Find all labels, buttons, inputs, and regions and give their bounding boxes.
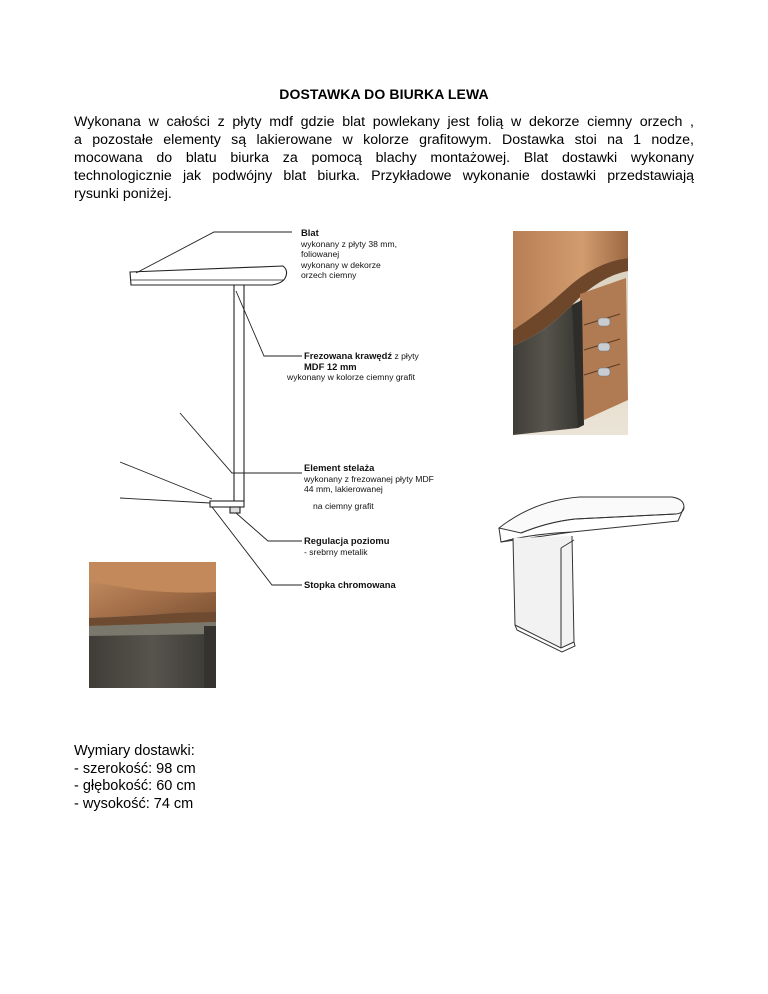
- label-stelaz-color: na ciemny grafit: [313, 501, 374, 511]
- label-blat-line: wykonany w dekorze: [301, 259, 381, 270]
- dimension-item: - wysokość: 74 cm: [74, 795, 194, 812]
- leg-drawing: [120, 285, 302, 585]
- dimension-item: - głębokość: 60 cm: [74, 778, 196, 794]
- label-krawedz-heading: Frezowana krawędź: [304, 350, 393, 361]
- description-line: a pozostałe elementy są lakierowane w kolorze grafitowym. Dostawka stoi na 1 nodze,: [74, 132, 694, 148]
- label-regulacja: [304, 536, 389, 557]
- label-blat: [301, 228, 397, 281]
- label-stelaz-heading: Element stelaża: [304, 462, 375, 473]
- label-blat-heading: Blat: [301, 227, 319, 238]
- label-krawedz-color: wykonany w kolorze ciemny grafit: [287, 372, 415, 382]
- dimension-item: - szerokość: 98 cm: [74, 760, 196, 777]
- description-line: technologicznie jak podwójny blat biurka. Przykładowe wykonanie dostawki przedstawiają: [74, 168, 694, 184]
- extension-line-drawing: [499, 497, 684, 652]
- label-blat-line: foliowanej: [301, 249, 340, 259]
- label-stelaz-line: 44 mm, lakierowanej: [304, 484, 383, 494]
- label-stopka-heading: Stopka chromowana: [304, 579, 396, 590]
- page-title: DOSTAWKA DO BIURKA LEWA: [279, 86, 489, 102]
- dimensions-heading: Wymiary dostawki:: [74, 743, 195, 759]
- label-regulacja-line: - srebrny metalik: [304, 546, 368, 557]
- label-regulacja-heading: Regulacja poziomu: [304, 535, 390, 546]
- desk-photo: [513, 231, 628, 435]
- description-line: Wykonana w całości z płyty mdf gdzie blat powlekany jest folią w dekorze ciemny orzech ,: [74, 114, 694, 130]
- label-stelaz: [304, 463, 434, 495]
- label-krawedz: [304, 351, 419, 372]
- description-line: rysunki poniżej.: [74, 186, 172, 202]
- label-krawedz-line: MDF 12 mm: [304, 360, 357, 372]
- label-blat-line: orzech ciemny: [301, 270, 357, 280]
- label-stelaz-line: wykonany z frezowanej płyty MDF: [304, 473, 434, 484]
- edge-detail-photo: [89, 562, 216, 688]
- description-line: mocowana do blatu biurka za pomocą blachy montażowej. Blat dostawki wykonany: [74, 150, 694, 166]
- dimensions-section: [74, 743, 196, 813]
- label-blat-line: wykonany z płyty 38 mm,: [301, 238, 397, 249]
- label-krawedz-heading-suffix: z płyty: [392, 351, 419, 361]
- label-stopka: [304, 580, 396, 591]
- tabletop-drawing: [130, 232, 292, 285]
